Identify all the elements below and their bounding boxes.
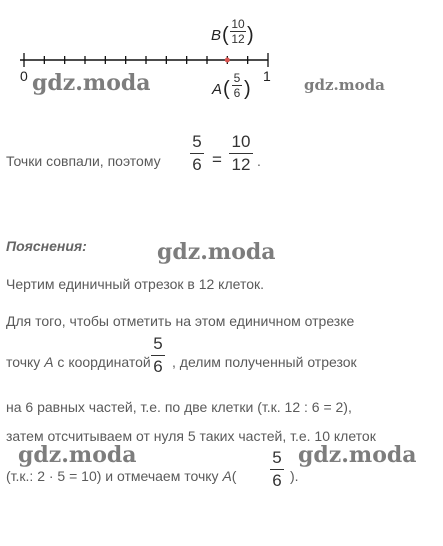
point-b-letter: B	[211, 27, 222, 44]
explanation-line-3-mid: с координатой	[53, 354, 151, 370]
explanation-line-6-close: ).	[290, 468, 299, 484]
explanation-frac-den: 6	[153, 357, 163, 376]
explanation-heading: Пояснения:	[6, 238, 87, 254]
result-fraction-2	[228, 131, 254, 176]
one-label: 1	[263, 68, 271, 84]
explanation-frac-end-num: 5	[272, 448, 282, 467]
watermark-2: gdz.moda	[304, 76, 385, 94]
explanation-line-6-start	[6, 468, 236, 484]
point-b-open: (	[222, 24, 229, 46]
watermark-1: gdz.moda	[32, 70, 151, 96]
point-a-letter: A	[212, 81, 223, 98]
watermark-4: gdz.moda	[18, 442, 137, 468]
point-a-fraction	[230, 71, 244, 100]
result-frac2-num: 10	[231, 132, 251, 151]
explanation-line-5: затем отсчитываем от нуля 5 таких частей, т.е. 10 клеток	[6, 428, 376, 444]
result-frac1-num: 5	[192, 132, 202, 151]
explanation-frac-num: 5	[153, 334, 163, 353]
explanation-point-a: A	[44, 354, 54, 370]
zero-label: 0	[20, 68, 28, 84]
result-frac1-den: 6	[192, 155, 202, 174]
result-fraction-1	[187, 131, 207, 176]
explanation-line-2: Для того, чтобы отметить на этом единичном отрезке	[6, 313, 355, 329]
explanation-line-3-before: точку	[6, 354, 45, 370]
explanation-line-6-open: (	[231, 468, 237, 484]
explanation-frac-end-den: 6	[272, 471, 282, 490]
explanation-line-3-start	[6, 354, 151, 370]
point-b-num: 10	[231, 17, 245, 31]
result-end: .	[257, 153, 261, 169]
explanation-line-3-after: , делим полученный отрезок	[172, 354, 357, 370]
point-b-close: )	[247, 24, 254, 46]
explanation-line-1: Чертим единичный отрезок в 12 клеток.	[6, 276, 264, 292]
watermark-3: gdz.moda	[157, 239, 276, 265]
explanation-point-a-2: A	[222, 468, 232, 484]
point-b-fraction	[229, 17, 247, 46]
point-a-open: (	[223, 78, 230, 100]
result-text: Точки совпали, поэтому	[6, 153, 161, 169]
watermark-5: gdz.moda	[298, 442, 417, 468]
point-a-den: 6	[233, 86, 241, 100]
result-frac2-den: 12	[231, 155, 251, 174]
number-line-point-ab	[225, 58, 230, 63]
explanation-line-6-before: (т.к.: 2 · 5 = 10) и отмечаем точку	[6, 468, 223, 484]
point-a-close: )	[244, 78, 251, 100]
explanation-fraction-end	[267, 447, 287, 492]
explanation-line-4: на 6 равных частей, т.е. по две клетки (т.к. 12 : 6 = 2),	[6, 399, 352, 415]
explanation-fraction	[148, 333, 168, 378]
point-b-den: 12	[231, 32, 245, 46]
result-equals: =	[212, 150, 222, 169]
point-a-num: 5	[233, 71, 241, 85]
